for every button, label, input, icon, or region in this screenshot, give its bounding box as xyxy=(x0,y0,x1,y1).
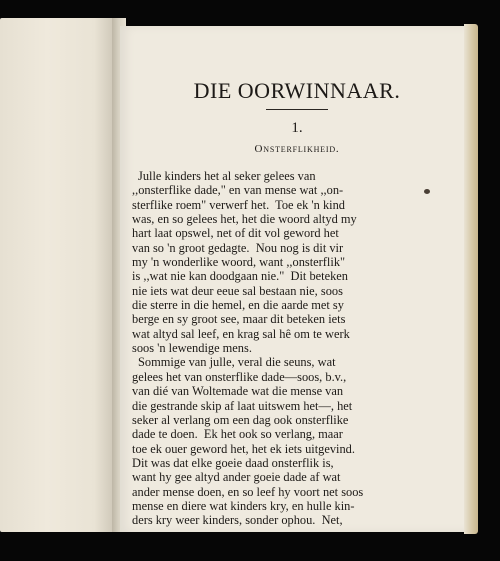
text-line: van so 'n groot gedagte. Nou nog is dit vir xyxy=(132,240,344,255)
title-rule xyxy=(266,109,328,110)
text-line: Julle kinders het al seker gelees van xyxy=(138,169,316,183)
text-line: sterflike roem" verwerf het. Toe ek 'n kind xyxy=(132,197,345,212)
text-line: wat altyd sal leef, en krag sal hê om te werk xyxy=(132,326,350,341)
text-line: berge en sy groot see, maar dit beteken iets xyxy=(132,312,346,327)
text-line: mense en diere wat kinders kry, en hulle kin- xyxy=(132,498,355,513)
text-line: my 'n wonderlike woord, want ,,onsterflik" xyxy=(132,255,346,270)
text-line: is ,,wat nie kan doodgaan nie." Dit beteken xyxy=(132,269,348,284)
text-line: ,,onsterflike dade," en van mense wat ,,on- xyxy=(132,183,344,198)
left-page xyxy=(0,18,118,532)
text-line: ders kry weer kinders, sonder ophou. Net, xyxy=(132,513,343,528)
text-line: nie iets wat deur eeue sal bestaan nie, soos xyxy=(132,283,343,298)
text-line: gelees het van onsterflike dade—soos, b.v., xyxy=(132,369,347,384)
text-line: die gestrande skip af laat uitswem het—, het xyxy=(132,398,353,413)
text-line: toe ek ouer geword het, het ek iets uitgevind. xyxy=(132,441,355,456)
text-line: seker al verlang om een dag ook onsterflike xyxy=(132,412,349,427)
text-line: hart laat opswel, net of dit vol geword het xyxy=(132,226,339,241)
text-line: Dit was dat elke goeie daad onsterflik is, xyxy=(132,455,334,470)
paragraph-1 xyxy=(132,169,462,355)
text-line: dade te doen. Ek het ook so verlang, maar xyxy=(132,427,343,442)
chapter-number: 1. xyxy=(291,120,303,136)
text-line: soos 'n lewendige mens. xyxy=(132,341,252,356)
text-line: ander mense doen, en so leef hy voort net soos xyxy=(132,484,364,499)
text-line: van dié van Woltemade wat die mense van xyxy=(132,384,344,399)
text-line: want hy gee altyd ander goeie dade af wat xyxy=(132,470,341,485)
text-line: die sterre in die hemel, en die aarde met sy xyxy=(132,298,344,313)
text-line: Sommige van julle, veral die seuns, wat xyxy=(138,355,336,370)
paragraph-2 xyxy=(132,355,462,527)
page-title: DIE OORWINNAAR. xyxy=(193,78,401,103)
page-text xyxy=(132,78,462,528)
chapter-title: Onsterflikheid. xyxy=(254,143,340,155)
body-text xyxy=(132,169,462,528)
page-edge xyxy=(464,24,478,534)
text-line: was, en so gelees het, het die woord altyd my xyxy=(132,212,357,227)
